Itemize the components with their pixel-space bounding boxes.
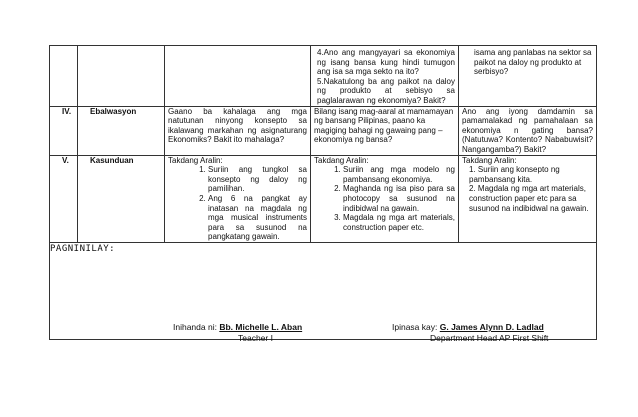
list-item: 1. Suriin ang mga modelo ng pambansang ekonomiya.	[343, 165, 455, 184]
row-label: Ebalwasyon	[78, 106, 165, 155]
cell-empty	[50, 46, 78, 107]
cell-empty	[78, 46, 165, 107]
approved-role: Department Head AP First Shift	[430, 333, 549, 343]
prepared-role: Teacher I	[238, 333, 273, 343]
prepared-by: Inihanda ni: Bb. Michelle L. Aban Teacher I	[173, 322, 303, 343]
list-item: 2. Magdala ng mga art materials, construction paper etc para sa susunod na indibidwal na gawain.	[469, 184, 589, 213]
approved-name: G. James Alynn D. Ladlad	[439, 322, 544, 332]
list-item: 1. Suriin ang konsepto ng pambansang kita.	[469, 165, 560, 184]
list-item: 2. Ang 6 na pangkat ay inatasan na magdala ng mga musical instruments para sa susunod na pangkatang gawain.	[208, 194, 307, 242]
table-row	[50, 46, 597, 107]
list-item: 1. Suriin ang tungkol sa konsepto ng daloy ng pamilihan.	[208, 165, 307, 194]
question-cell	[311, 46, 459, 107]
evaluation-question: Gaano ba kahalaga ang mga natutunan ninyong konsepto sa ikalawang markahan ng asignaturang Ekonomiks? Bakit ito mahalaga?	[165, 106, 311, 155]
reflection-label: PAGNINILAY:	[50, 243, 116, 254]
assignment-cell	[459, 155, 597, 242]
assignment-cell	[165, 155, 311, 242]
table-row-evaluation	[50, 106, 597, 155]
list-item: 3. Magdala ng mga art materials, construction paper etc.	[343, 213, 455, 232]
approved-by: Ipinasa kay: G. James Alynn D. Ladlad Department Head AP First Shift	[392, 322, 549, 343]
row-label: Kasunduan	[78, 155, 165, 242]
evaluation-question: Ano ang iyong damdamin sa pamamalakad ng pamahalaan sa ekonomiya n gating bansa? (Natutuwa? Kontento? Nababuwisit? Nangangamba?) Bakit?	[459, 106, 597, 155]
lesson-plan-table	[49, 45, 597, 340]
assignment-cell	[311, 155, 459, 242]
question-cell	[459, 46, 597, 107]
row-number: IV.	[50, 106, 78, 155]
list-item: 2. Maghanda ng isa piso para sa photocopy sa susunod na indibidwal na gawain.	[343, 184, 455, 213]
row-number: V.	[50, 155, 78, 242]
question-item: 5.Nakatulong ba ang paikot na daloy ng produkto at sebisyo sa paglalarawan ng ekonomiya? Bakit?	[317, 76, 455, 105]
assignment-title: Takdang Aralin:	[168, 155, 223, 165]
evaluation-question: Bilang isang mag-aaral at mamamayan ng bansang Pilipinas, paano ka magiging bahagi ng gawaing pang – ekonomiya ng bansa?	[311, 106, 459, 155]
table-row-assignment	[50, 155, 597, 242]
prepared-name: Bb. Michelle L. Aban	[219, 322, 303, 332]
question-item: 4.Ano ang mangyayari sa ekonomiya ng isang bansa kung hindi tumugon ang isa sa mga sekto na ito?	[317, 48, 455, 77]
cell-empty	[165, 46, 311, 107]
assignment-title: Takdang Aralin:	[462, 155, 517, 165]
assignment-list	[168, 165, 307, 242]
assignment-title: Takdang Aralin:	[314, 155, 369, 165]
assignment-list	[314, 165, 455, 232]
question-text: isama ang panlabas na sektor sa paikot na daloy ng produkto at serbisyo?	[474, 48, 592, 77]
